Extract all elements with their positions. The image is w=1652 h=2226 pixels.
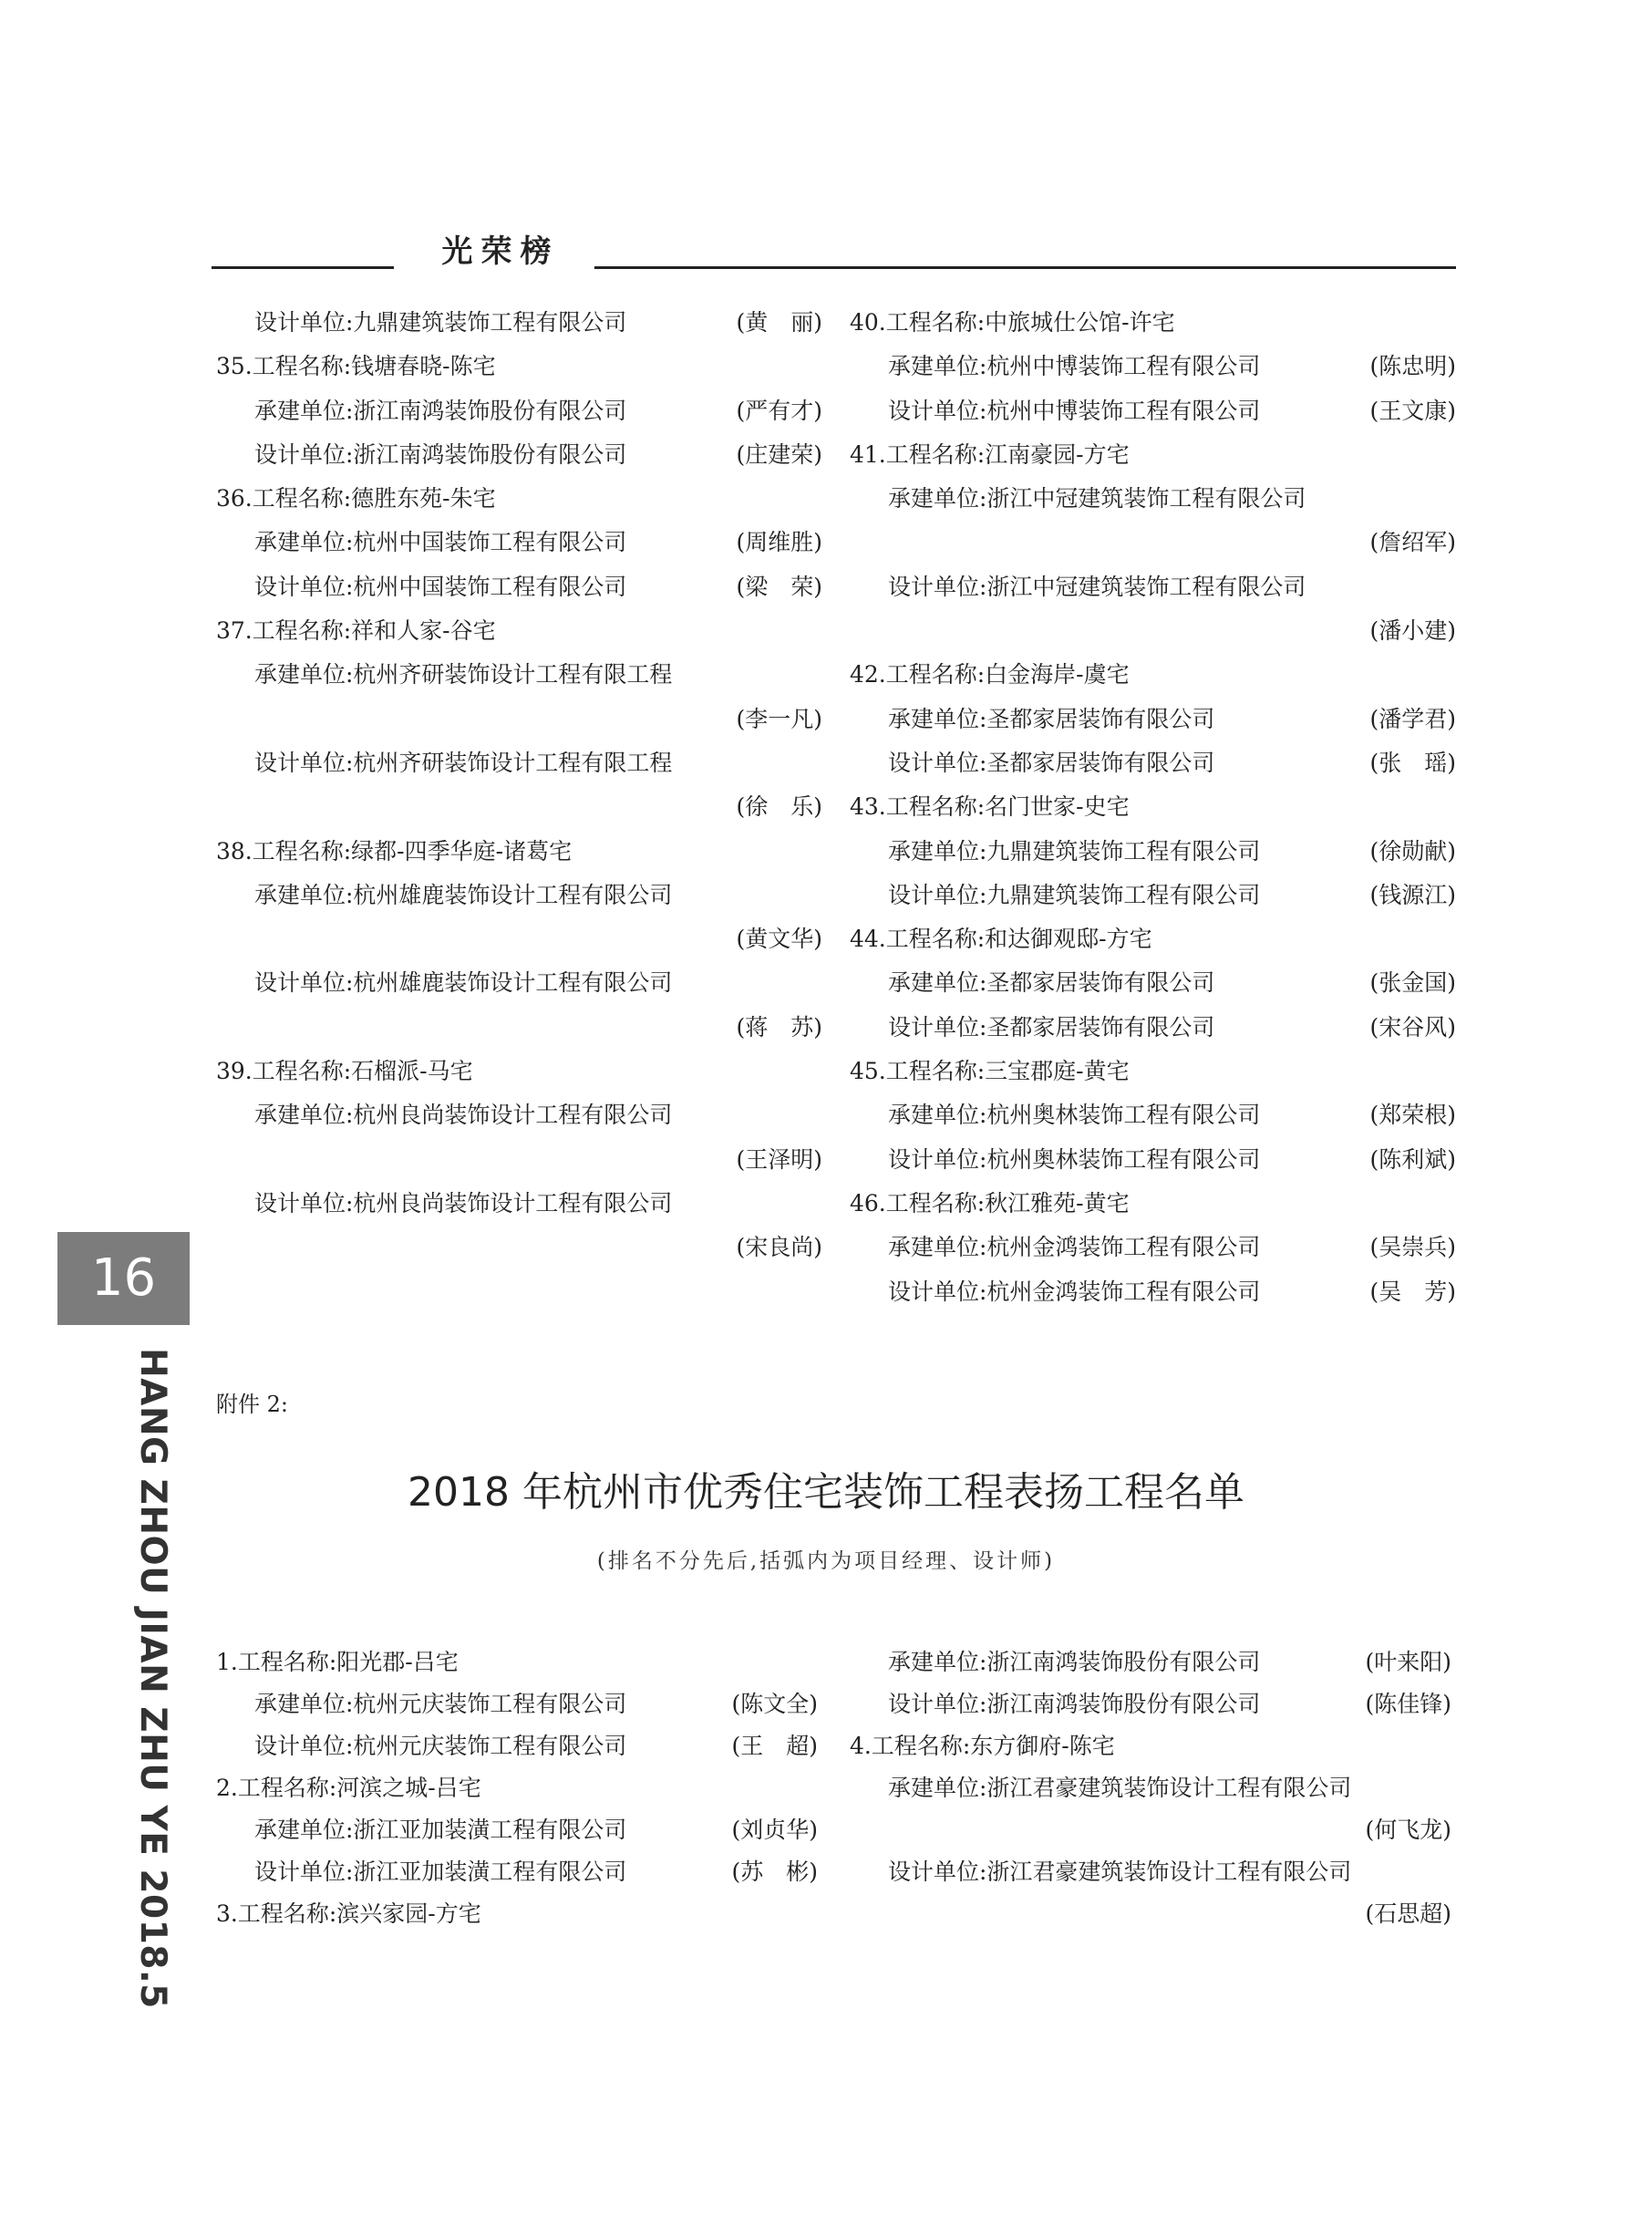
journal-spine-text: HANG ZHOU JIAN ZHU YE 2018.5	[132, 1348, 173, 2009]
list-entry	[216, 741, 822, 785]
entry-person: (苏 彬)	[731, 1858, 818, 1885]
list-entry	[850, 874, 1456, 917]
list-entry	[216, 1851, 818, 1893]
entry-text: 38.工程名称:绿都-四季华庭-诸葛宅	[216, 837, 573, 865]
list-entry	[850, 1893, 1451, 1935]
entry-person: (周维胜)	[736, 529, 822, 556]
entry-person: (徐勋献)	[1369, 837, 1456, 865]
list-entry	[216, 1050, 822, 1093]
list-entry	[850, 1182, 1456, 1226]
entry-text: 设计单位:浙江南鸿装饰股份有限公司	[254, 440, 627, 468]
entry-text: 设计单位:浙江亚加装潢工程有限公司	[254, 1858, 627, 1885]
list-entry	[216, 1809, 818, 1851]
entry-text: 承建单位:圣都家居装饰有限公司	[888, 705, 1215, 732]
list-entry	[216, 698, 822, 741]
section-title: 光荣榜	[441, 233, 560, 270]
list-entry	[216, 609, 822, 653]
entry-text: 设计单位:浙江君豪建筑装饰设计工程有限公司	[888, 1858, 1352, 1885]
list-entry	[216, 1182, 822, 1226]
list-entry	[850, 1138, 1456, 1182]
entry-text: 40.工程名称:中旅城仕公馆-许宅	[850, 309, 1175, 336]
entry-text: 设计单位:杭州雄鹿装饰设计工程有限公司	[254, 969, 673, 997]
list-entry	[216, 521, 822, 564]
entry-person: (郑荣根)	[1369, 1102, 1456, 1129]
entry-text: 承建单位:杭州元庆装饰工程有限公司	[254, 1691, 627, 1717]
list-entry	[216, 917, 822, 961]
entry-text: 44.工程名称:和达御观邸-方宅	[850, 926, 1152, 953]
entry-text: 承建单位:圣都家居装饰有限公司	[888, 969, 1215, 997]
list-entry	[850, 698, 1456, 741]
page-number: 16	[57, 1232, 190, 1325]
entry-person: (叶来阳)	[1365, 1649, 1451, 1675]
list-entry	[850, 1093, 1456, 1137]
entry-person: (梁 荣)	[736, 573, 822, 600]
list-entry	[850, 1270, 1456, 1314]
entry-person: (徐 乐)	[736, 793, 822, 821]
list-entry	[850, 1767, 1451, 1809]
honor-list-left-column	[216, 301, 822, 1270]
list-entry	[850, 609, 1456, 653]
list-entry	[850, 917, 1456, 961]
entry-text: 3.工程名称:滨兴家园-方宅	[216, 1900, 481, 1927]
list-entry	[850, 1809, 1451, 1851]
list-entry	[216, 653, 822, 697]
entry-text: 承建单位:浙江君豪建筑装饰设计工程有限公司	[888, 1775, 1352, 1801]
list-entry	[850, 1683, 1451, 1725]
entry-text: 41.工程名称:江南豪园-方宅	[850, 440, 1130, 468]
list-entry	[216, 433, 822, 477]
list-entry	[216, 301, 822, 345]
entry-text: 设计单位:杭州中博装饰工程有限公司	[888, 397, 1261, 424]
entry-person: (黄文华)	[736, 926, 822, 953]
list-entry	[850, 1226, 1456, 1269]
list-entry	[216, 477, 822, 521]
entry-person: (李一凡)	[736, 705, 822, 732]
entry-text: 42.工程名称:白金海岸-虞宅	[850, 661, 1130, 689]
entry-text: 承建单位:杭州中博装饰工程有限公司	[888, 353, 1261, 380]
list-entry	[850, 961, 1456, 1005]
entry-text: 设计单位:杭州良尚装饰设计工程有限公司	[254, 1189, 673, 1217]
list-entry	[850, 741, 1456, 785]
entry-person: (张金国)	[1369, 969, 1456, 997]
list-entry	[216, 830, 822, 874]
entry-text: 承建单位:杭州中国装饰工程有限公司	[254, 529, 627, 556]
list-entry	[216, 565, 822, 609]
entry-text: 承建单位:杭州齐研装饰设计工程有限工程	[254, 661, 673, 689]
entry-text: 设计单位:杭州齐研装饰设计工程有限工程	[254, 749, 673, 776]
list-entry	[850, 565, 1456, 609]
commendation-list-left-column	[216, 1641, 818, 1935]
list-entry	[216, 785, 822, 829]
list-subtitle: (排名不分先后,括弧内为项目经理、设计师)	[596, 1549, 1056, 1573]
entry-text: 46.工程名称:秋江雅苑-黄宅	[850, 1189, 1130, 1217]
entry-person: (吴 芳)	[1369, 1278, 1456, 1305]
list-entry	[850, 1050, 1456, 1093]
entry-text: 设计单位:杭州元庆装饰工程有限公司	[254, 1733, 627, 1759]
entry-text: 设计单位:浙江中冠建筑装饰工程有限公司	[888, 573, 1306, 600]
entry-text: 2.工程名称:河滨之城-吕宅	[216, 1775, 481, 1801]
list-entry	[850, 477, 1456, 521]
entry-person: (陈佳锋)	[1365, 1691, 1451, 1717]
list-entry	[216, 389, 822, 433]
entry-text: 36.工程名称:德胜东苑-朱宅	[216, 485, 496, 512]
list-title: 2018 年杭州市优秀住宅装饰工程表扬工程名单	[408, 1469, 1244, 1516]
entry-person: (张 瑶)	[1369, 749, 1456, 776]
list-entry	[216, 1725, 818, 1767]
entry-text: 35.工程名称:钱塘春晓-陈宅	[216, 353, 496, 380]
entry-text: 设计单位:杭州金鸿装饰工程有限公司	[888, 1278, 1261, 1305]
commendation-list-right-column	[850, 1641, 1451, 1935]
entry-person: (王 超)	[731, 1733, 818, 1759]
entry-text: 设计单位:杭州中国装饰工程有限公司	[254, 573, 627, 600]
entry-text: 设计单位:浙江南鸿装饰股份有限公司	[888, 1691, 1261, 1717]
entry-text: 43.工程名称:名门世家-史宅	[850, 793, 1130, 821]
entry-person: (陈忠明)	[1369, 353, 1456, 380]
entry-person: (潘小建)	[1369, 617, 1456, 645]
entry-text: 设计单位:杭州奥林装饰工程有限公司	[888, 1145, 1261, 1173]
entry-text: 设计单位:圣都家居装饰有限公司	[888, 749, 1215, 776]
entry-text: 4.工程名称:东方御府-陈宅	[850, 1733, 1115, 1759]
entry-text: 39.工程名称:石榴派-马宅	[216, 1058, 473, 1085]
header-rule-left	[212, 266, 394, 269]
entry-text: 承建单位:九鼎建筑装饰工程有限公司	[888, 837, 1261, 865]
list-entry	[850, 830, 1456, 874]
entry-text: 37.工程名称:祥和人家-谷宅	[216, 617, 496, 645]
entry-person: (刘贞华)	[731, 1817, 818, 1843]
list-entry	[850, 1725, 1451, 1767]
entry-text: 承建单位:杭州雄鹿装饰设计工程有限公司	[254, 881, 673, 908]
list-entry	[850, 653, 1456, 697]
entry-text: 承建单位:浙江中冠建筑装饰工程有限公司	[888, 485, 1306, 512]
entry-person: (陈文全)	[731, 1691, 818, 1717]
entry-person: (潘学君)	[1369, 705, 1456, 732]
list-entry	[216, 1226, 822, 1269]
list-entry	[216, 961, 822, 1005]
entry-text: 设计单位:圣都家居装饰有限公司	[888, 1013, 1215, 1041]
entry-person: (吴崇兵)	[1369, 1234, 1456, 1261]
list-entry	[216, 1767, 818, 1809]
entry-person: (王泽明)	[736, 1145, 822, 1173]
honor-list-right-column	[850, 301, 1456, 1314]
entry-person: (宋良尚)	[736, 1234, 822, 1261]
list-entry	[216, 1138, 822, 1182]
entry-person: (詹绍军)	[1369, 529, 1456, 556]
entry-text: 1.工程名称:阳光郡-吕宅	[216, 1649, 459, 1675]
entry-text: 承建单位:杭州金鸿装饰工程有限公司	[888, 1234, 1261, 1261]
list-entry	[850, 301, 1456, 345]
entry-person: (石思超)	[1365, 1900, 1451, 1927]
entry-person: (黄 丽)	[736, 309, 822, 336]
list-entry	[850, 521, 1456, 564]
attachment-label: 附件 2:	[216, 1392, 288, 1417]
entry-person: (蒋 苏)	[736, 1013, 822, 1041]
list-entry	[216, 1006, 822, 1050]
list-entry	[850, 1641, 1451, 1683]
entry-text: 承建单位:浙江南鸿装饰股份有限公司	[888, 1649, 1261, 1675]
entry-person: (庄建荣)	[736, 440, 822, 468]
list-entry	[216, 1683, 818, 1725]
entry-text: 承建单位:浙江南鸿装饰股份有限公司	[254, 397, 627, 424]
list-entry	[216, 1641, 818, 1683]
entry-text: 设计单位:九鼎建筑装饰工程有限公司	[888, 881, 1261, 908]
entry-text: 45.工程名称:三宝郡庭-黄宅	[850, 1058, 1130, 1085]
section-header	[212, 228, 1456, 274]
entry-text: 承建单位:杭州良尚装饰设计工程有限公司	[254, 1102, 673, 1129]
entry-person: (钱源江)	[1369, 881, 1456, 908]
entry-text: 承建单位:浙江亚加装潢工程有限公司	[254, 1817, 627, 1843]
list-entry	[850, 1851, 1451, 1893]
entry-person: (严有才)	[736, 397, 822, 424]
entry-person: (宋谷风)	[1369, 1013, 1456, 1041]
list-entry	[850, 433, 1456, 477]
list-entry	[850, 389, 1456, 433]
entry-person: (陈利斌)	[1369, 1145, 1456, 1173]
list-entry	[850, 785, 1456, 829]
list-entry	[850, 345, 1456, 388]
list-entry	[216, 1093, 822, 1137]
list-entry	[850, 1006, 1456, 1050]
entry-text: 设计单位:九鼎建筑装饰工程有限公司	[254, 309, 627, 336]
list-entry	[216, 1893, 818, 1935]
header-rule-right	[594, 266, 1456, 269]
entry-person: (王文康)	[1369, 397, 1456, 424]
list-entry	[216, 345, 822, 388]
list-entry	[216, 874, 822, 917]
entry-person: (何飞龙)	[1365, 1817, 1451, 1843]
entry-text: 承建单位:杭州奥林装饰工程有限公司	[888, 1102, 1261, 1129]
